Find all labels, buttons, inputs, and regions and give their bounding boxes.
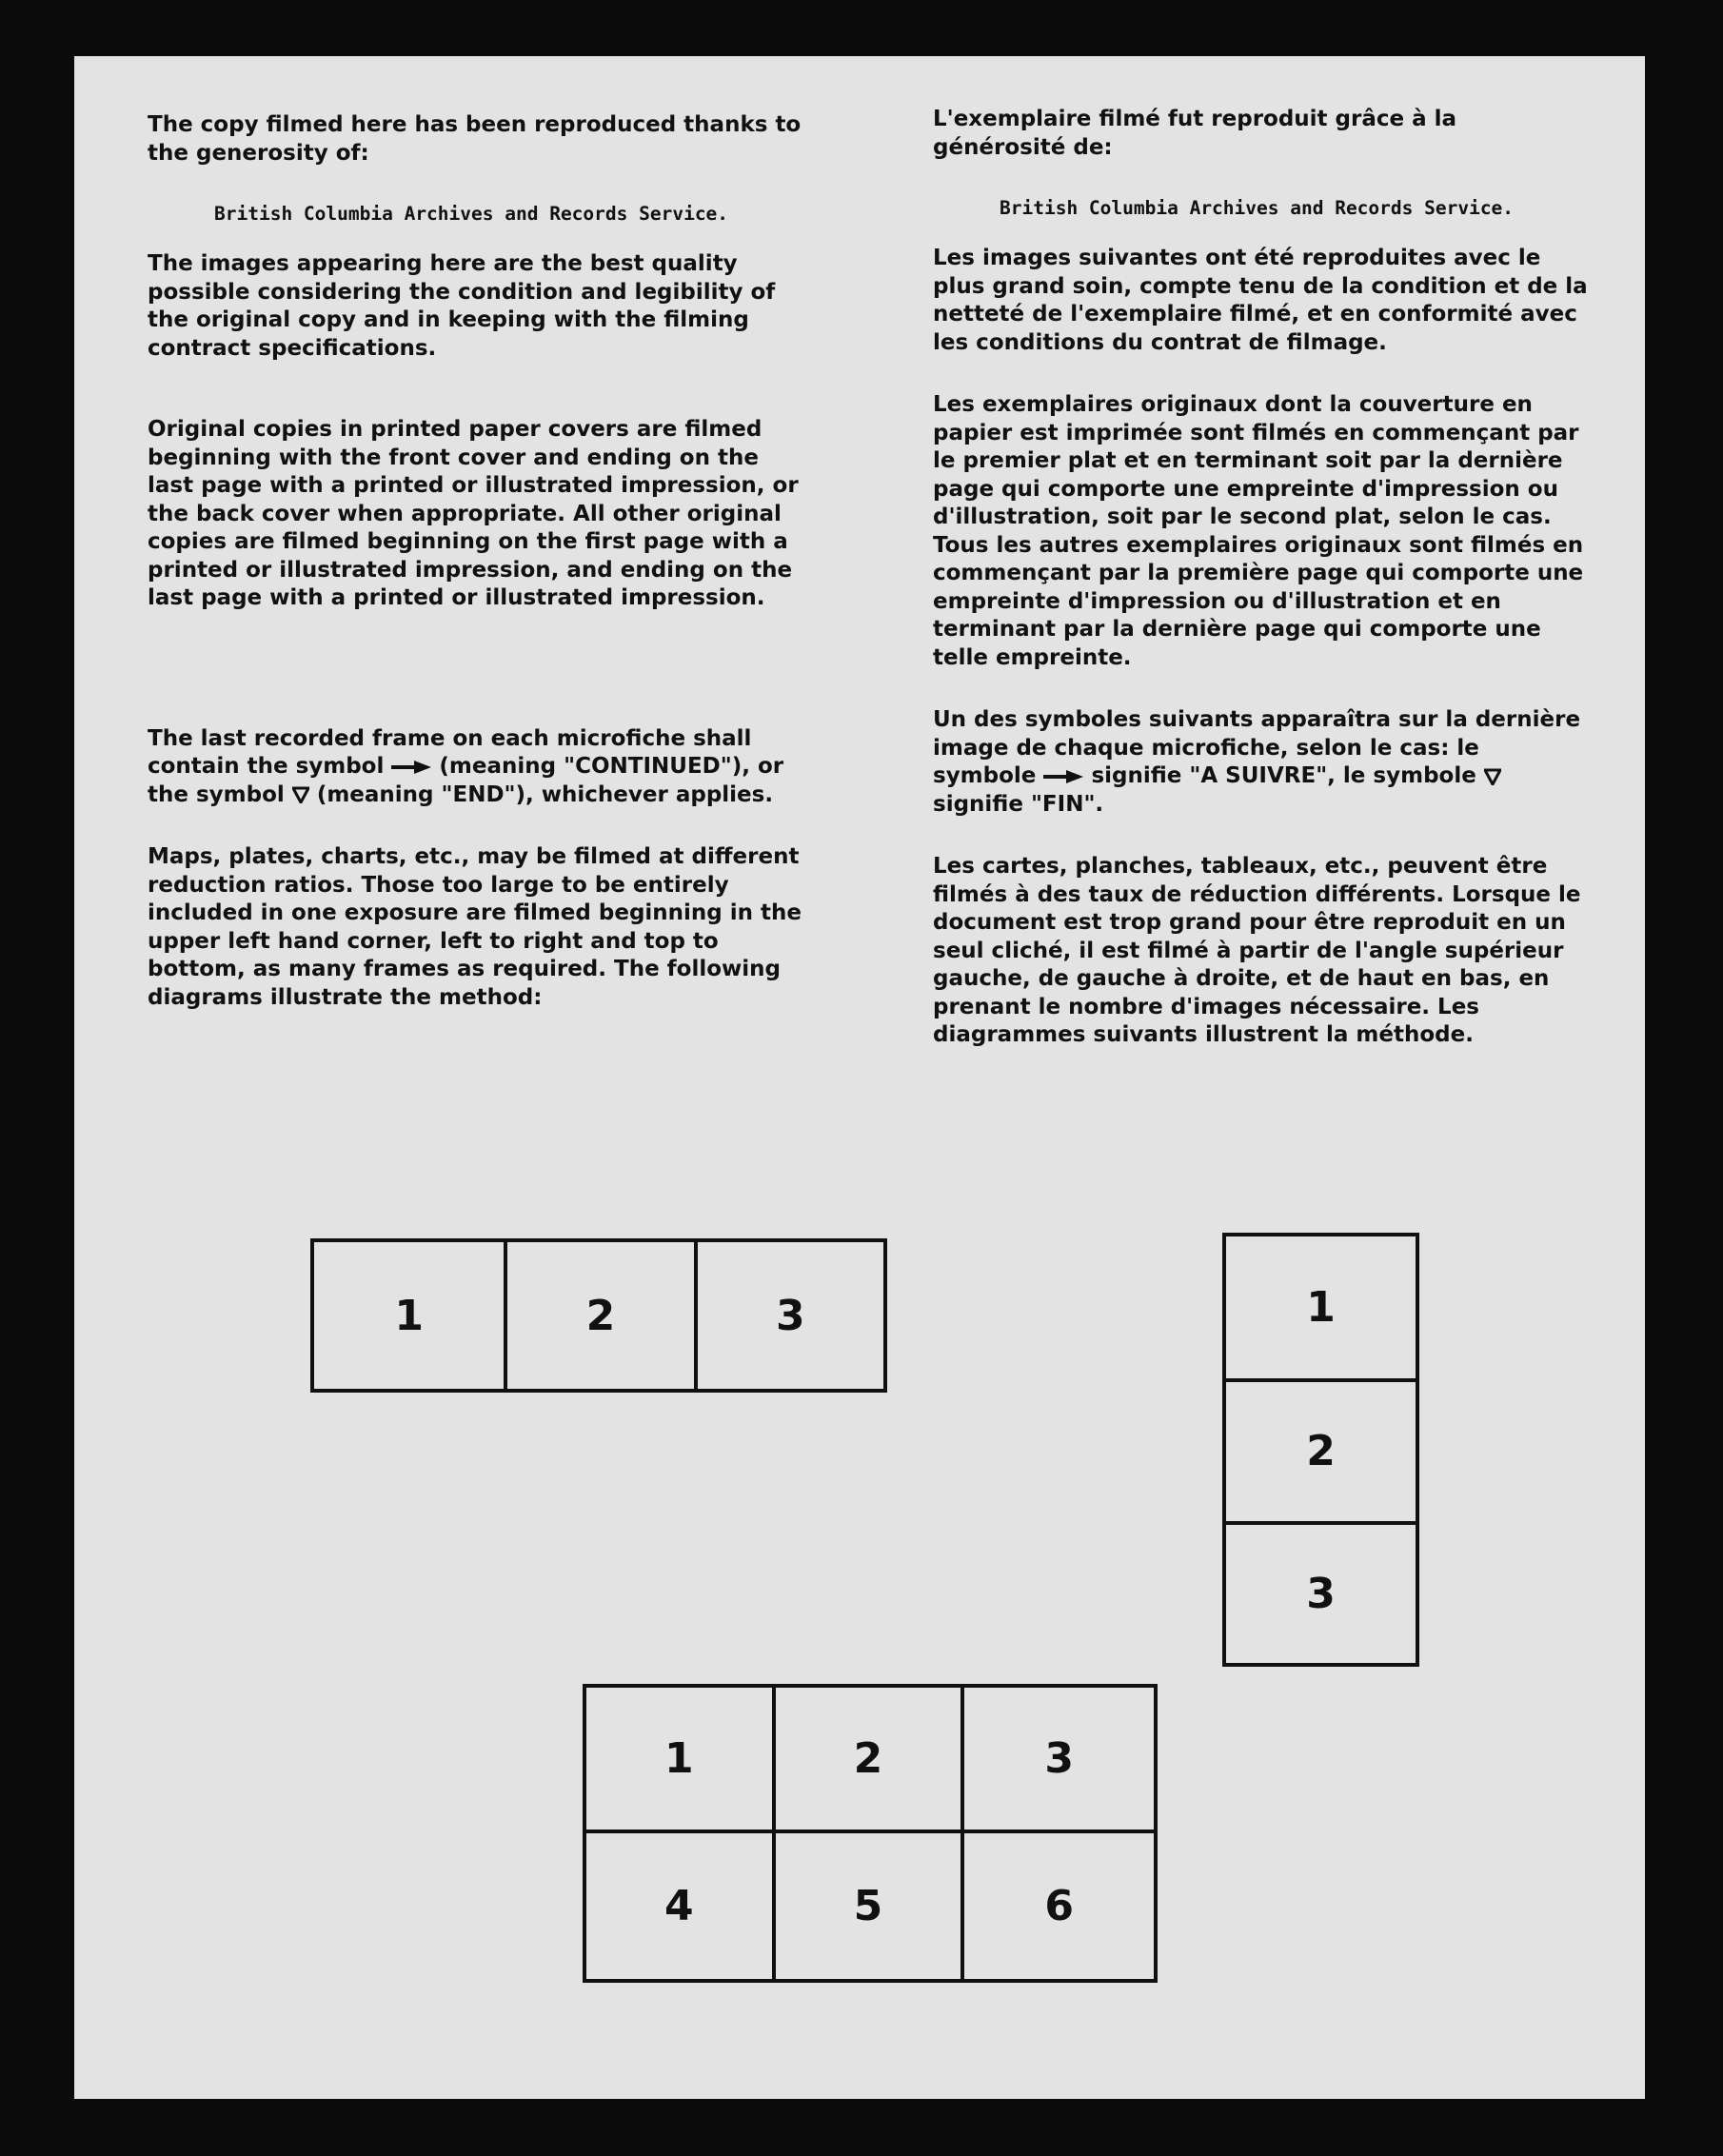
symbols-text-part: Un des symboles suivants apparaîtra sur la dernière image de chaque microfiche, selon le cas: le symbole: [933, 707, 1581, 788]
french-column: [933, 106, 1590, 1050]
horizontal-frame-diagram: [310, 1238, 887, 1393]
frame-cell: 2: [776, 1688, 965, 1833]
institution-name: British Columbia Archives and Records Service.: [214, 203, 729, 225]
vertical-frame-diagram: [1222, 1233, 1419, 1667]
symbols-text: [933, 706, 1590, 819]
frame-cell: 2: [504, 1242, 693, 1389]
frame-cell: 2: [1226, 1378, 1416, 1520]
originals-text: Les exemplaires originaux dont la couverture en papier est imprimée sont filmés en commençant par le premier plat et en terminant soit par la dernière page qui comporte une empreinte d'impression ou d'illustration, soit par le second plat, selon le cas. Tous les autres exemplaires originaux sont filmés en commençant par la première page qui comporte une empreinte d'impression ou d'illustration et en terminant par la dernière page qui comporte une telle empreinte.: [933, 392, 1584, 670]
institution-name: British Columbia Archives and Records Service.: [1000, 197, 1515, 219]
originals-text: Original copies in printed paper covers are filmed beginning with the front cover and ending on the last page with a printed or illustrated impression, or the back cover when appropriate. All other original copies are filmed beginning on the first page with a printed or illustrated impression, and ending on the last page with a printed or illustrated impression.: [148, 417, 799, 610]
frame-cell: 1: [586, 1688, 776, 1833]
quality-text: Les images suivantes ont été reproduites avec le plus grand soin, compte tenu de la condition et de la netteté de l'exemplaire filmé, et en conformité avec les conditions du contrat de filmage.: [933, 246, 1588, 355]
right-arrow-icon: [391, 761, 431, 774]
frame-cell: 3: [694, 1242, 883, 1389]
grid-frame-diagram: [583, 1684, 1158, 1983]
symbols-text-part: signifie "A SUIVRE", le symbole: [1091, 763, 1476, 788]
frame-cell: 3: [1226, 1521, 1416, 1663]
symbols-text-part: (meaning "END"), whichever applies.: [316, 781, 774, 807]
symbols-text-part: The last recorded frame on each microfiche shall contain the symbol: [148, 725, 752, 779]
frame-cell: 5: [776, 1833, 965, 1979]
english-column: [148, 111, 804, 1012]
frame-cell: 1: [394, 1291, 424, 1340]
frame-cell: 3: [964, 1688, 1154, 1833]
symbols-text-part: signifie "FIN".: [933, 791, 1104, 817]
frame-cell: 1: [1306, 1283, 1336, 1333]
intro-text: The copy filmed here has been reproduced thanks to the generosity of:: [148, 112, 802, 166]
symbols-text-part: (meaning "CONTINUED"), or the symbol: [148, 754, 784, 807]
intro-text: L'exemplaire filmé fut reproduit grâce à la générosité de:: [933, 107, 1457, 160]
down-triangle-icon: [292, 786, 309, 803]
frame-cell: 4: [586, 1833, 776, 1979]
maps-text: Les cartes, planches, tableaux, etc., peuvent être filmés à des taux de réduction différents. Lorsque le document est trop grand pour être reproduit en un seul cliché, il est filmé à partir de l'angle supérieur gauche, de gauche à droite, et de haut en bas, en prenant le nombre d'images nécessaire. Les diagrammes suivants illustrent la méthode.: [933, 854, 1581, 1047]
microfiche-target-page: [74, 56, 1645, 2099]
down-triangle-icon: [1484, 768, 1501, 785]
symbols-text: [148, 725, 804, 810]
maps-text: Maps, plates, charts, etc., may be filmed at different reduction ratios. Those too large to be entirely included in one exposure are filmed beginning in the upper left hand corner, left to right and top to bottom, as many frames as required. The following diagrams illustrate the method:: [148, 844, 802, 1010]
quality-text: The images appearing here are the best quality possible considering the condition and legibility of the original copy and in keeping with the filming contract specifications.: [148, 251, 776, 361]
right-arrow-icon: [1043, 770, 1083, 783]
frame-cell: 6: [1044, 1882, 1074, 1930]
